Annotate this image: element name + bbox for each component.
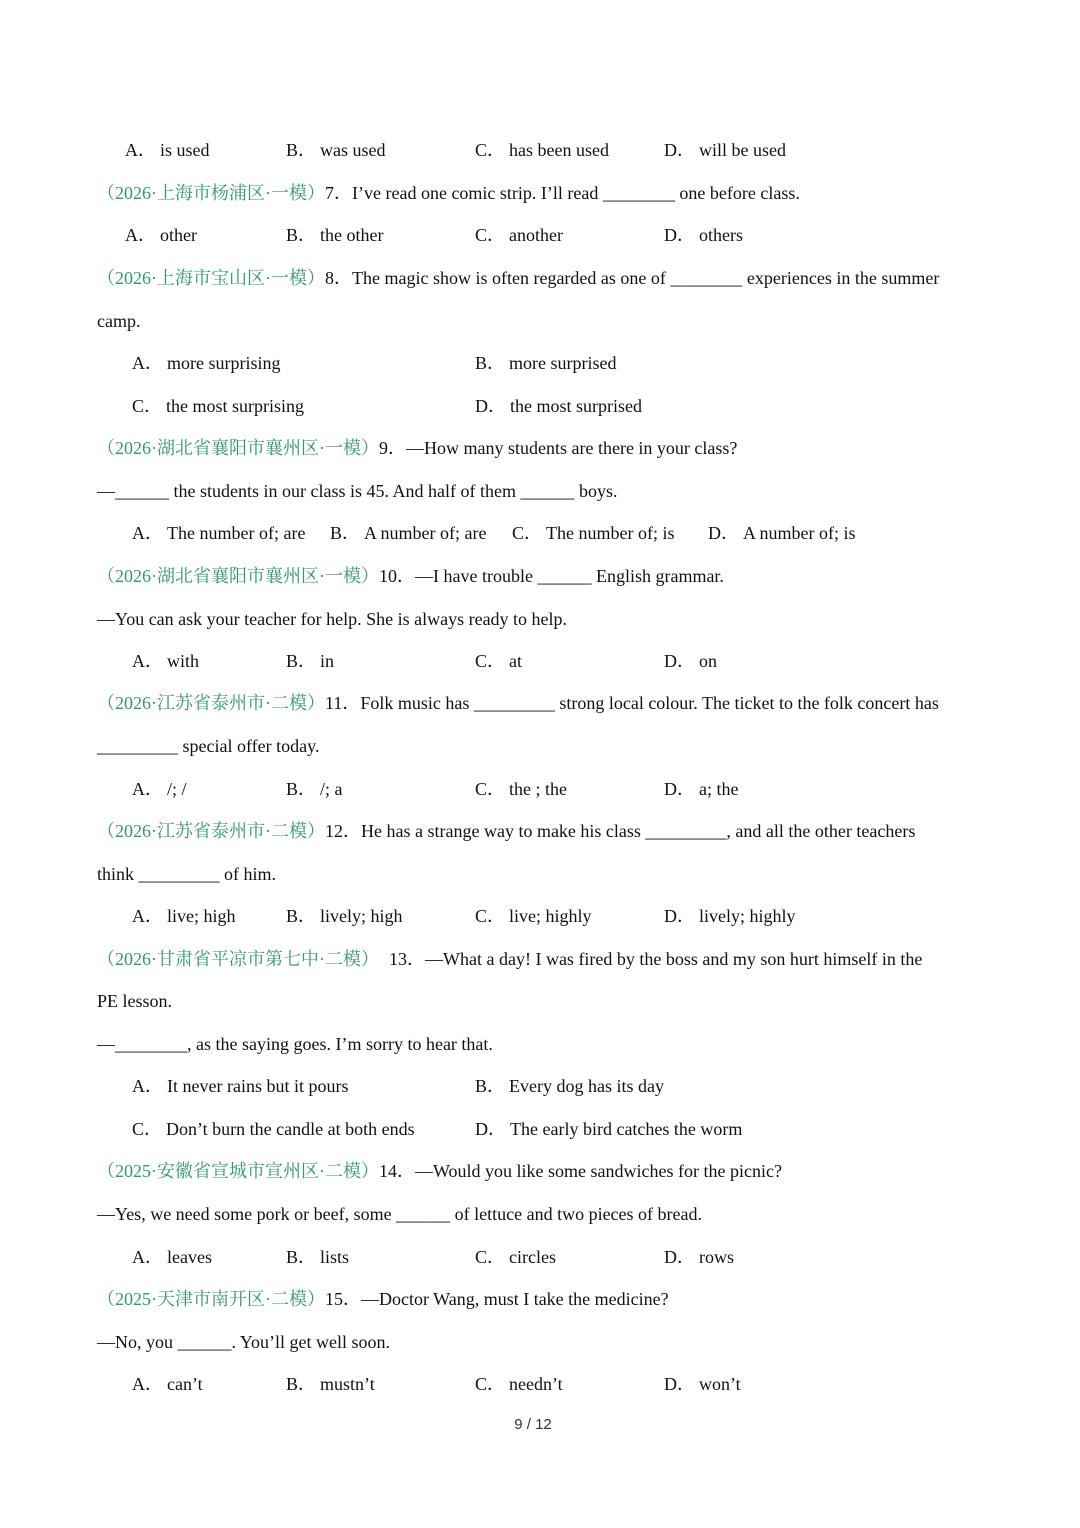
- option-b: B． Every dog has its day: [475, 1076, 664, 1096]
- option-c: C． the ; the: [475, 779, 567, 799]
- question-source: （2026·湖北省襄阳市襄州区·一模）: [97, 438, 379, 458]
- option-b: B． more surprised: [475, 353, 617, 373]
- option-a: A． It never rains but it pours: [132, 1076, 349, 1096]
- option-d: D． lively; highly: [664, 906, 796, 926]
- question-stem: （2025·安徽省宣城市宣州区·二模）14．—Would you like some sandwiches for the picnic?: [97, 1161, 782, 1181]
- option-d: D． won’t: [664, 1374, 741, 1394]
- option-c: C． needn’t: [475, 1374, 563, 1394]
- question-stem-continued: _________ special offer today.: [97, 736, 320, 756]
- option-a: A． The number of; are: [132, 523, 306, 543]
- question-stem-continued: —________, as the saying goes. I’m sorry to hear that.: [97, 1034, 493, 1054]
- question-stem: （2026·甘肃省平凉市第七中·二模） 13．—What a day! I was fired by the boss and my son hurt himself in the: [97, 949, 923, 969]
- option-a: A． is used: [125, 140, 210, 160]
- option-b: B． lively; high: [286, 906, 403, 926]
- question-stem: （2026·湖北省襄阳市襄州区·一模）10．—I have trouble ______ English grammar.: [97, 566, 724, 586]
- question-stem-continued: think _________ of him.: [97, 864, 276, 884]
- question-stem-continued: —No, you ______. You’ll get well soon.: [97, 1332, 391, 1352]
- option-d: D． others: [664, 225, 743, 245]
- option-b: B． A number of; are: [330, 523, 487, 543]
- question-source: （2025·天津市南开区·二模）: [97, 1289, 325, 1309]
- option-c: C． live; highly: [475, 906, 592, 926]
- option-c: C． the most surprising: [132, 396, 305, 416]
- question-source: （2026·甘肃省平凉市第七中·二模）: [97, 949, 379, 969]
- question-stem: （2026·江苏省泰州市·二模）12．He has a strange way to make his class _________, and all the other teachers: [97, 821, 916, 841]
- question-stem: （2026·上海市杨浦区·一模）7．I’ve read one comic strip. I’ll read ________ one before class.: [97, 183, 800, 203]
- question-source: （2025·安徽省宣城市宣州区·二模）: [97, 1161, 379, 1181]
- option-a: A． more surprising: [132, 353, 281, 373]
- option-c: C． at: [475, 651, 523, 671]
- question-stem-continued: —Yes, we need some pork or beef, some ______ of lettuce and two pieces of bread.: [97, 1204, 703, 1224]
- option-c: C． The number of; is: [512, 523, 675, 543]
- option-c: C． another: [475, 225, 563, 245]
- option-a: A． with: [132, 651, 200, 671]
- option-d: D． The early bird catches the worm: [475, 1119, 743, 1139]
- question-stem: （2026·江苏省泰州市·二模）11．Folk music has _________ strong local colour. The ticket to the folk concert has: [97, 693, 939, 713]
- question-stem-continued: PE lesson.: [97, 991, 173, 1011]
- option-c: C． has been used: [475, 140, 609, 160]
- option-b: B． the other: [286, 225, 384, 245]
- option-b: B． /; a: [286, 779, 343, 799]
- question-stem-continued: —______ the students in our class is 45. And half of them ______ boys.: [97, 481, 618, 501]
- option-c: C． Don’t burn the candle at both ends: [132, 1119, 415, 1139]
- option-d: D． will be used: [664, 140, 786, 160]
- option-c: C． circles: [475, 1247, 556, 1267]
- option-d: D． on: [664, 651, 717, 671]
- option-a: A． /; /: [132, 779, 187, 799]
- option-d: D． A number of; is: [708, 523, 856, 543]
- question-stem: （2025·天津市南开区·二模）15．—Doctor Wang, must I take the medicine?: [97, 1289, 669, 1309]
- question-source: （2026·湖北省襄阳市襄州区·一模）: [97, 566, 379, 586]
- page-number: 9 / 12: [514, 1416, 552, 1433]
- question-stem-continued: camp.: [97, 311, 141, 331]
- question-source: （2026·上海市宝山区·一模）: [97, 268, 325, 288]
- question-source: （2026·上海市杨浦区·一模）: [97, 183, 325, 203]
- option-a: A． can’t: [132, 1374, 203, 1394]
- option-a: A． leaves: [132, 1247, 212, 1267]
- question-source: （2026·江苏省泰州市·二模）: [97, 821, 325, 841]
- option-d: D． the most surprised: [475, 396, 642, 416]
- question-source: （2026·江苏省泰州市·二模）: [97, 693, 325, 713]
- question-stem-continued: —You can ask your teacher for help. She is always ready to help.: [97, 609, 568, 629]
- option-a: A． other: [125, 225, 197, 245]
- option-b: B． in: [286, 651, 335, 671]
- option-b: B． was used: [286, 140, 386, 160]
- question-stem: （2026·上海市宝山区·一模）8．The magic show is often regarded as one of ________ experiences in the summer: [97, 268, 940, 288]
- option-d: D． rows: [664, 1247, 734, 1267]
- question-stem: （2026·湖北省襄阳市襄州区·一模）9．—How many students are there in your class?: [97, 438, 738, 458]
- option-a: A． live; high: [132, 906, 236, 926]
- option-b: B． mustn’t: [286, 1374, 375, 1394]
- option-d: D． a; the: [664, 779, 739, 799]
- option-b: B． lists: [286, 1247, 350, 1267]
